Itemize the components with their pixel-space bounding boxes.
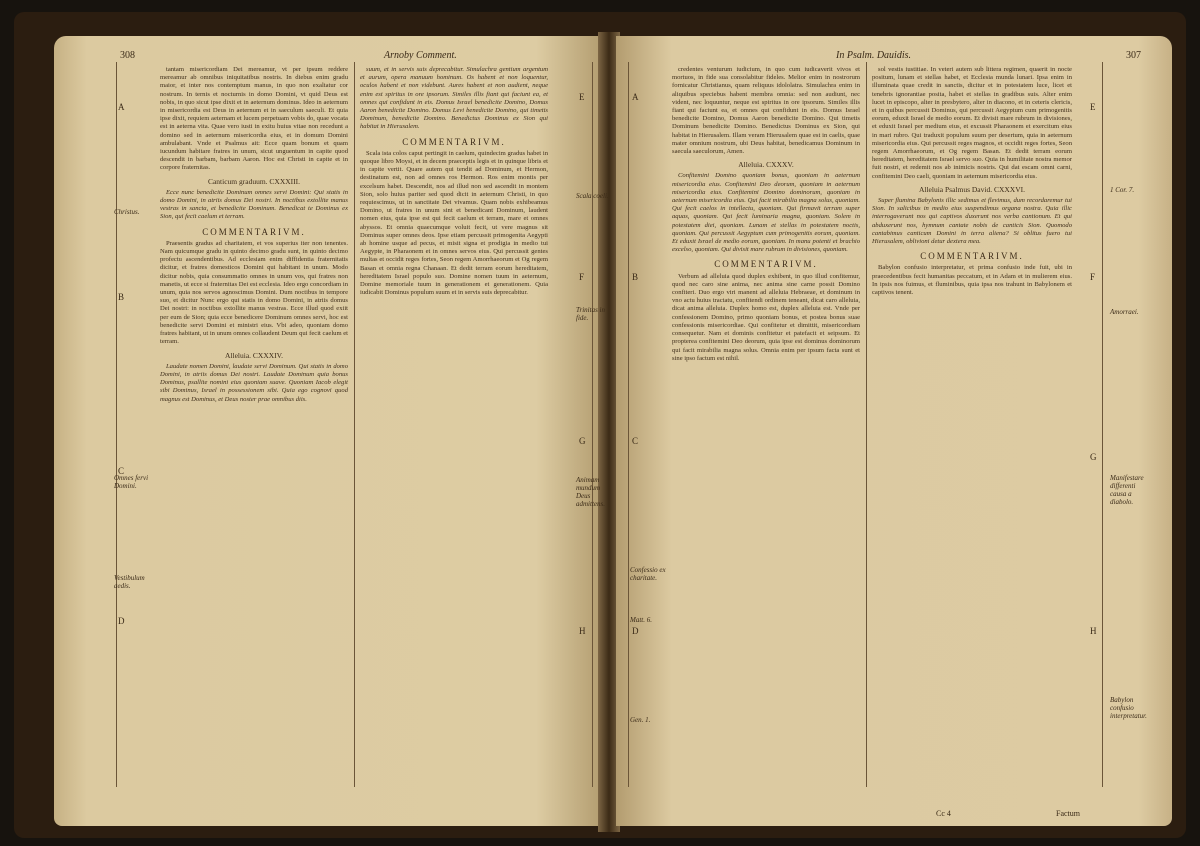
- column-2: [872, 66, 1072, 786]
- margin-note: 1 Cor. 7.: [1110, 186, 1135, 194]
- margin-letter: H: [1090, 626, 1097, 636]
- psalm-verse: Confitemini Domino quoniam bonus, quoniam in aeternum misericordia eius. Confitemini Deo deorum, quoniam in aeternum misericordia eius. Confitemini Domino dominorum, quoniam in aeternum misericordia eius. Qui facit mirabilia magna solus, quoniam. Qui fecit caelos in intellectu, quoniam. Qui firmavit terram super aquas, quoniam. Qui fecit luminaria magna, quoniam. Solem in potestatem diei, quoniam. Lunam et stellas in potestatem noctis, quoniam. Qui percussit Aegyptum cum primogenitis eorum, quoniam. Et eduxit Israel de medio eorum, quoniam. In manu potenti et brachio excelso, quoniam. Qui divisit mare rubrum in divisiones, quoniam.: [672, 172, 860, 254]
- margin-letter: E: [579, 92, 585, 102]
- margin-note: Animam mundum Deus admittens.: [576, 476, 605, 508]
- commentary-heading: COMMENTARIVM.: [402, 136, 506, 147]
- psalm-heading: Alleluia. CXXXIV.: [225, 350, 283, 360]
- column-2: [360, 66, 548, 786]
- psalm-verse: Super flumina Babylonis illic sedimus et flevimus, dum recordaremur tui Sion. In salicibus in medio eius suspendimus organa nostra. Quia illic interrogaverunt nos qui captivos duxerunt nos verba cantionum. Et qui abduxerunt nos, hymnum cantate nobis de canticis Sion. Quomodo cantabimus canticum Domini in terra aliena? Si oblitus fuero tui Hierusalem, oblivioni detur dextera mea.: [872, 197, 1072, 246]
- margin-note: Matt. 6.: [630, 616, 652, 624]
- body-text: credentes venturum iudicium, in quo cum iudicaverit vivos et mortuos, in fide sua consolabitur fideles. Melior enim in nostrorum fornicatur Christianus, quam reliquus idololatra. Simulachra enim in aliquibus speciebus habent membra omnia: sed non audiunt, nec vident, nec loquuntur, neque est spiritus in ore ipsorum. Similes illis fiant qui faciunt ea, et omnes qui confidunt in eis. Domus Israel benedicite Domino, Domus Aaron benedicite Domino. Qui timetis Dominum benedicite Domino. Benedictus Dominus ex Sion, qui habitat in Hierusalem. Illam veram Hierusalem quae est in caelis, quae mater omnium nostrum, ubi Deus habitat, benedicamus Dominum in saecula saeculorum, Amen.: [672, 66, 860, 156]
- margin-letter: B: [118, 292, 125, 302]
- margin-rule: [592, 62, 593, 787]
- commentary-heading: COMMENTARIVM.: [920, 251, 1024, 262]
- margin-letter: G: [1090, 452, 1097, 462]
- signature-mark: Cc 4: [936, 809, 951, 818]
- margin-letter: B: [632, 272, 639, 282]
- margin-letter: G: [579, 436, 586, 446]
- right-page: [576, 36, 1172, 826]
- psalm-verse: suum, et in servis suis deprecabitur. Simulachra gentium argentum et aurum, opera manuum hominum. Os habent et non loquentur, oculos habent et non videbunt. Aures habent et non audient, neque enim est spiritus in ore ipsorum. Similes illis fiant qui faciunt ea, et omnes qui confidunt in eis. Domus Israel benedicite Domino, Domus Aaron benedicite Domino. Domus Levi benedicite Domino, qui timetis Dominum, benedicite Domino. Benedictus Dominus ex Sion qui habitat in Hierusalem.: [360, 66, 548, 131]
- margin-letter: D: [118, 616, 125, 626]
- column-rule: [866, 62, 867, 787]
- body-text: sol vestis iustitiae. In veteri autem sub littera regimen, quaerit in nocte positum, lunam et stellas habet, et Ecclesia munda lunari. Ipsa enim in illuminata quae credit in sanctis, dicitur et in potestatem luce, licet et tenebris ignorantiae posita, habet et stellas in gradibus suis. Alter enim lucet in episcopo, alter in presbytero, alter in diacono, et in ceteris clericis, et in quibus percussit Dominus, qui percussit Aegyptum cum primogenitis eorum, eduxit Israel de medio eorum. Et divisit mare rubrum in divisiones, et eduxit Israel per medium eius, et excussit Pharaonem et exercitum eius in mari rubro. Qui traduxit populum suum per desertum, quia in aeternum misericordia eius. Qui percussit reges magnos, et occidit reges fortes, Seon regem Amorrhaeorum, et Og regem Basan. Et dedit terram eorum hereditatem, hereditatem Israel servo suo. Quia in humilitate nostra memor fuit nostri, et redemit nos ab inimicis nostris. Qui dat escam omni carni, confitemini Deo caeli, quoniam in aeternum misericordia eius.: [872, 66, 1072, 180]
- margin-letter: C: [118, 466, 125, 476]
- psalm-verse: Laudate nomen Domini, laudate servi Dominum. Qui statis in domo Domini, in atriis domus Dei nostri. Laudate Dominum quia bonus Dominus, psallite nomini eius quoniam suave. Quoniam Iacob elegit sibi Dominus, Israel in possessionem sibi. Quia ego cognovi quod magnus est Dominus, et Deus noster prae omnibus diis.: [160, 362, 348, 403]
- left-page: [54, 36, 602, 826]
- column-rule: [354, 62, 355, 787]
- margin-letter: C: [632, 436, 639, 446]
- commentary-text: Verbum ad alleluia quod duplex exhibent, in quo illud confitemur, quod nec caro sine anima, nec anima sine carne possit Domino confiteri. Duo ergo viri manent ad alleluia Hebraeae, et dominum in vno actu huius tractatu, confitendi ordinem teneant, dicat caro alleluia, dicat anima alleluia. Duplex homo est, duplex alleluia est. Vnde per confessionem Domino, primo quoniam bonus, et postea bonus suae confessionis misericordiae. Qui confitetur et dimittit, misericordiam consequetur. Nam et dominis confitetur et patefacit et seipsum. Et propterea confitemini Deo deorum, quia ipse est dominus dominorum qui facit mirabilia magna solus. Omnia enim per ipsum facta sunt et sine ipso factum est nihil.: [672, 272, 860, 362]
- body-text: tantam misericordiam Dei mereamur, vt per ipsum reddere mereamur ab omnibus iniquitatibus nostris. In diebus enim gradu maior, et inter nos contemptum manus, in quo non exaltatur cor nostrum. In ternis et nocturnis in domo Domini, vt quid Deus est nobis, in quo sicut ipse dixit et in aeternum dominus. Ideo in aeternum in misericordia est Deus in aeternum et in saeculum saeculi. Et quia ipse dixit, requiem aeternam et lucem perpetuam vobis do, quae vocata est in aeterna vita. Quae vero iusti in exitu huius vitae non recedunt a domino sed in aeternum misericordia eius, et in domum Domini ambulabant. Vnde et Psalmus ait: Ecce quam bonum et quam iucundum habitare fratres in unum, sicut unguentum in capite quod descendit in barbam, barbam Aaron. Hoc est Christi in capite et in corpore fraternitas.: [160, 66, 348, 172]
- margin-note: Gen. 1.: [630, 716, 651, 724]
- margin-letter: D: [632, 626, 639, 636]
- margin-letter: A: [118, 102, 125, 112]
- psalm-verse: Ecce nunc benedicite Dominum omnes servi Domini: Qui statis in domo Domini, in atriis domus Dei nostri. In noctibus extollite manus vestras in sancta, et benedicite Dominum. Benedicat te Dominus ex Sion, qui fecit caelum et terram.: [160, 188, 348, 221]
- psalm-heading: Alleluia. CXXXV.: [738, 160, 794, 170]
- column-1: [672, 66, 860, 786]
- margin-note: Scala coeli.: [576, 192, 609, 200]
- margin-letter: F: [579, 272, 585, 282]
- margin-letter: H: [579, 626, 586, 636]
- margin-rule: [1102, 62, 1103, 787]
- margin-note: Manifestare differenti causa a diabolo.: [1110, 474, 1144, 506]
- commentary-text: Praesentis gradus ad charitatem, et vos superius iter non tenentes. Nam quicumque gradu in quinto decimo gradu sunt, in quinto decimo profectu ascendentibus. Ad ecclesiam enim diffidentia fraternitatis dicitur, et fratres domesticos Domini qui habitant in unum. Modo dicitur nobis, quia consummatio omnes in unum vos, qui fratres non manetis, ut ecce si fraternitas Dei est ecclesia. Ideo ergo concordiam in unum, quia nos servos agnoscimus Domini. Dum noctibus in tempore suo, et dicitur Nunc ergo qui statis in domo Domini, in atriis domus Dei nostri: in noctibus extollite manus vestras. Ecce illud quod exiit per eum de Sion; quia ecce benedicere Dominum omnes servi, hoc est benedicite servi Domini et ministri eius. Vbi adeo, quoniam domo fratres habitant, ut in unum omnes collaudent Deum qui fecit caelum et terram.: [160, 239, 348, 346]
- page-number: 307: [1126, 50, 1141, 61]
- running-head: Arnoby Comment.: [384, 50, 457, 61]
- margin-rule: [628, 62, 629, 787]
- margin-letter: A: [632, 92, 639, 102]
- margin-note: Babylon confusio interpretatur.: [1110, 696, 1147, 720]
- margin-note: Vestibulum aedis.: [114, 574, 145, 590]
- commentary-text: Babylon confusio interpretatur, et prima confusio inde fuit, ubi in praecedentibus fecit humanitas peccatum, et in Adam et in mulierem eius. In ipsis nos fuimus, et fluminibus, quia ipsa nos trahunt in Babylonem et captivos tenent.: [872, 264, 1072, 297]
- margin-note: Amorraei.: [1110, 308, 1139, 316]
- commentary-text: Scala ista colos caput pertingit in caelum, quindecim gradus habet in quoque libro Moysi, et in decem praeceptis legis et in quinque libris et in capite vertit. Quare autem qui tendit ad Dominum, et Hermon, destinatum est, non ad omnes ros Hermon. Ros enim montis per excelsum habet. Descendit, nos ad illud non sed ascendit in montem Sion, solo huius pariter sed quod dicit in aeternum Christi, in quo requiescimus, ut in sanctitate Dei vivamus. Quam nobis exhibeamus Domino, ut fratres in unum sint et benedicant Dominum, laudent nomen eius, quia ipse est qui fecit caelum et terram, mare et omnes abyssos. Et omnia quaecumque voluit fecit, ut vere magnus sit Dominus super omnes deos. Ipse etiam percussit primogenita Aegypti ab homine usque ad pecus, et misit signa et prodigia in medio tui Aegypte, in Pharaonem et in omnes servos eius. Qui percussit gentes multas et occidit reges fortes, Seon regem Amorrhaeorum et Og regem Basan et omnia regna Chanaan. Et dedit terram eorum hereditatem, hereditatem Israel populo suo. Domine nomen tuum in aeternum, Domine memoriale tuum in generationem et generationem. Quia iudicabit Dominus populum suum et in servis suis deprecabitur.: [360, 149, 548, 297]
- commentary-heading: COMMENTARIVM.: [202, 226, 306, 237]
- psalm-heading: Canticum graduum. CXXXIII.: [207, 176, 301, 186]
- margin-note: Omnes fervi Domini.: [114, 474, 149, 490]
- column-1: [160, 66, 348, 786]
- margin-rule: [116, 62, 117, 787]
- catchword: Factum: [1056, 809, 1080, 818]
- page-number: 308: [120, 50, 135, 61]
- margin-note: Christus.: [114, 208, 140, 216]
- margin-note: Confessio ex charitate.: [630, 566, 666, 582]
- psalm-heading: Alleluia Psalmus David. CXXXVI.: [918, 184, 1026, 194]
- running-head: In Psalm. Dauidis.: [836, 50, 911, 61]
- margin-note: Trinitas in fide.: [576, 306, 605, 322]
- book-spread: [14, 12, 1186, 838]
- margin-letter: E: [1090, 102, 1096, 112]
- commentary-heading: COMMENTARIVM.: [714, 259, 818, 270]
- margin-letter: F: [1090, 272, 1096, 282]
